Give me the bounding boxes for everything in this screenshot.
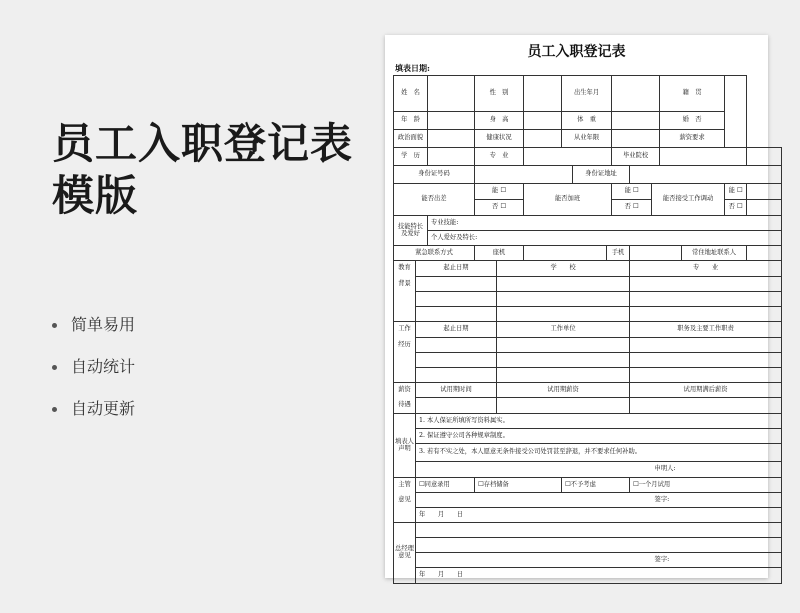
- label-mobile: 手机: [607, 246, 630, 261]
- label-declaration: 填表人声明: [394, 414, 416, 478]
- label-health: 健康状况: [475, 130, 524, 148]
- input-school[interactable]: [660, 148, 747, 166]
- label-name: 姓 名: [394, 76, 428, 112]
- gm-opinion[interactable]: [416, 523, 782, 538]
- label-weight: 体 重: [562, 112, 612, 130]
- declaration-2: 2. 保证遵守公司各种规章制度。: [416, 429, 782, 444]
- cell-work[interactable]: [497, 353, 630, 368]
- cell-work[interactable]: [630, 353, 782, 368]
- gm-opinion[interactable]: [416, 538, 782, 553]
- cell-edu[interactable]: [630, 292, 782, 307]
- header-probation-salary: 试用期薪资: [497, 383, 630, 398]
- cell-work[interactable]: [416, 338, 497, 353]
- feature-label: 自动更新: [71, 399, 136, 418]
- cell-salary[interactable]: [630, 398, 782, 414]
- header-after-salary: 试用期满后薪资: [630, 383, 782, 398]
- label-age: 年 龄: [394, 112, 428, 130]
- feature-item: [52, 352, 135, 394]
- label-id-address: 身份证地址: [573, 166, 630, 184]
- declaration-1: 1. 本人保证所填所写资料属实。: [416, 414, 782, 429]
- label-salary-1: 薪资: [394, 383, 416, 398]
- option-trial[interactable]: ☐一个月试用: [630, 478, 782, 493]
- input-skills-hobby[interactable]: 个人爱好及特长:: [428, 231, 782, 246]
- form-sheet: [385, 35, 768, 578]
- gm-sign[interactable]: 签字:: [652, 553, 782, 568]
- input-weight[interactable]: [612, 112, 660, 130]
- label-work-years: 从业年限: [562, 130, 612, 148]
- header-edu-dates: 起止日期: [416, 261, 497, 277]
- label-gender: 性 别: [475, 76, 524, 112]
- cell-edu[interactable]: [630, 307, 782, 322]
- cell-edu[interactable]: [497, 277, 630, 292]
- label-manager-1: 主管: [394, 478, 416, 493]
- label-origin: 籍 贯: [660, 76, 725, 112]
- header-work-dates: 起止日期: [416, 322, 497, 338]
- header-work-company: 工作单位: [497, 322, 630, 338]
- option-travel-no[interactable]: 否 ☐: [475, 200, 524, 216]
- label-salary-req: 薪资要求: [660, 130, 725, 148]
- blank-cell: [416, 462, 652, 478]
- cell-edu[interactable]: [416, 292, 497, 307]
- registration-table: [393, 75, 782, 584]
- cell-salary[interactable]: [416, 398, 497, 414]
- cell-work[interactable]: [630, 338, 782, 353]
- date-label: 填表日期:: [395, 63, 430, 73]
- declaration-3: 3. 若有不实之处，本人愿意无条件接受公司处罚甚至辞退，并不要求任何补助。: [416, 444, 782, 462]
- photo-box[interactable]: [725, 76, 747, 148]
- label-overtime: 能否加班: [524, 184, 612, 216]
- option-overtime-yes[interactable]: 能 ☐: [612, 184, 652, 200]
- option-transfer-no[interactable]: 否 ☐: [725, 200, 747, 216]
- blank-cell: [394, 368, 416, 383]
- option-overtime-no[interactable]: 否 ☐: [612, 200, 652, 216]
- input-landline[interactable]: [524, 246, 607, 261]
- input-gender[interactable]: [524, 76, 562, 112]
- gm-date[interactable]: 年 月 日: [416, 568, 782, 584]
- cell-work[interactable]: [497, 368, 630, 383]
- blank-cell: [416, 553, 652, 568]
- option-travel-yes[interactable]: 能 ☐: [475, 184, 524, 200]
- input-birth[interactable]: [612, 76, 660, 112]
- label-politics: 政治面貌: [394, 130, 428, 148]
- label-gm: 总经理意见: [394, 523, 416, 584]
- manager-date[interactable]: 年 月 日: [416, 508, 782, 523]
- feature-list: [52, 310, 135, 436]
- label-edu-1: 教育: [394, 261, 416, 277]
- blank-cell: [747, 148, 782, 166]
- input-id-number[interactable]: [475, 166, 573, 184]
- label-school: 毕业院校: [612, 148, 660, 166]
- label-height: 身 高: [475, 112, 524, 130]
- label-birth: 出生年月: [562, 76, 612, 112]
- cell-edu[interactable]: [416, 277, 497, 292]
- input-mobile[interactable]: [630, 246, 682, 261]
- input-politics[interactable]: [428, 130, 475, 148]
- header-probation-time: 试用期时间: [416, 383, 497, 398]
- label-salary-2: 待遇: [394, 398, 416, 414]
- input-id-address[interactable]: [630, 166, 782, 184]
- label-married: 婚 否: [660, 112, 725, 130]
- cell-edu[interactable]: [630, 277, 782, 292]
- label-work-2: 经历: [394, 338, 416, 353]
- cell-work[interactable]: [416, 368, 497, 383]
- manager-sign[interactable]: 签字:: [652, 493, 782, 508]
- hero-title: 员工入职登记表模版: [52, 119, 354, 220]
- option-hire[interactable]: ☐同意录用: [416, 478, 475, 493]
- input-contact[interactable]: [747, 246, 782, 261]
- cell-work[interactable]: [497, 338, 630, 353]
- cell-salary[interactable]: [497, 398, 630, 414]
- label-manager-2: 意见: [394, 493, 416, 508]
- label-edu-2: 背景: [394, 277, 416, 292]
- label-major: 专 业: [475, 148, 524, 166]
- header-edu-school: 学 校: [497, 261, 630, 277]
- input-age[interactable]: [428, 112, 475, 130]
- bullet-icon: [52, 407, 57, 412]
- declarant-sign[interactable]: 申明人:: [652, 462, 782, 478]
- option-reject[interactable]: ☐不予考虑: [562, 478, 630, 493]
- input-skills-pro[interactable]: 专业技能:: [428, 216, 782, 231]
- blank-cell: [747, 184, 782, 200]
- cell-edu[interactable]: [497, 292, 630, 307]
- header-edu-major: 专 业: [630, 261, 782, 277]
- input-education[interactable]: [428, 148, 475, 166]
- option-store[interactable]: ☐存档储备: [475, 478, 562, 493]
- blank-cell: [394, 508, 416, 523]
- blank-cell: [394, 292, 416, 307]
- bullet-icon: [52, 365, 57, 370]
- cell-edu[interactable]: [416, 307, 497, 322]
- cell-edu[interactable]: [497, 307, 630, 322]
- blank-cell: [416, 493, 652, 508]
- feature-label: 自动统计: [71, 357, 136, 376]
- label-skills: 技能特长及爱好: [394, 216, 428, 246]
- input-major[interactable]: [524, 148, 612, 166]
- option-transfer-yes[interactable]: 能 ☐: [725, 184, 747, 200]
- label-id-number: 身份证号码: [394, 166, 475, 184]
- label-emergency: 紧急联系方式: [394, 246, 475, 261]
- feature-label: 简单易用: [71, 315, 136, 334]
- label-landline: 座机: [475, 246, 524, 261]
- input-health[interactable]: [524, 130, 562, 148]
- label-transfer: 能否接受工作调动: [652, 184, 725, 216]
- feature-item: [52, 394, 135, 436]
- input-height[interactable]: [524, 112, 562, 130]
- input-name[interactable]: [428, 76, 475, 112]
- label-work-1: 工作: [394, 322, 416, 338]
- bullet-icon: [52, 323, 57, 328]
- blank-cell: [747, 200, 782, 216]
- label-education: 学 历: [394, 148, 428, 166]
- blank-cell: [394, 353, 416, 368]
- cell-work[interactable]: [630, 368, 782, 383]
- form-title: 员工入职登记表: [527, 44, 626, 60]
- label-contact: 常住地址联系人: [682, 246, 747, 261]
- header-work-position: 职务及主要工作职责: [630, 322, 782, 338]
- feature-item: [52, 310, 135, 352]
- cell-work[interactable]: [416, 353, 497, 368]
- input-work-years[interactable]: [612, 130, 660, 148]
- label-travel: 能否出差: [394, 184, 475, 216]
- blank-cell: [394, 307, 416, 322]
